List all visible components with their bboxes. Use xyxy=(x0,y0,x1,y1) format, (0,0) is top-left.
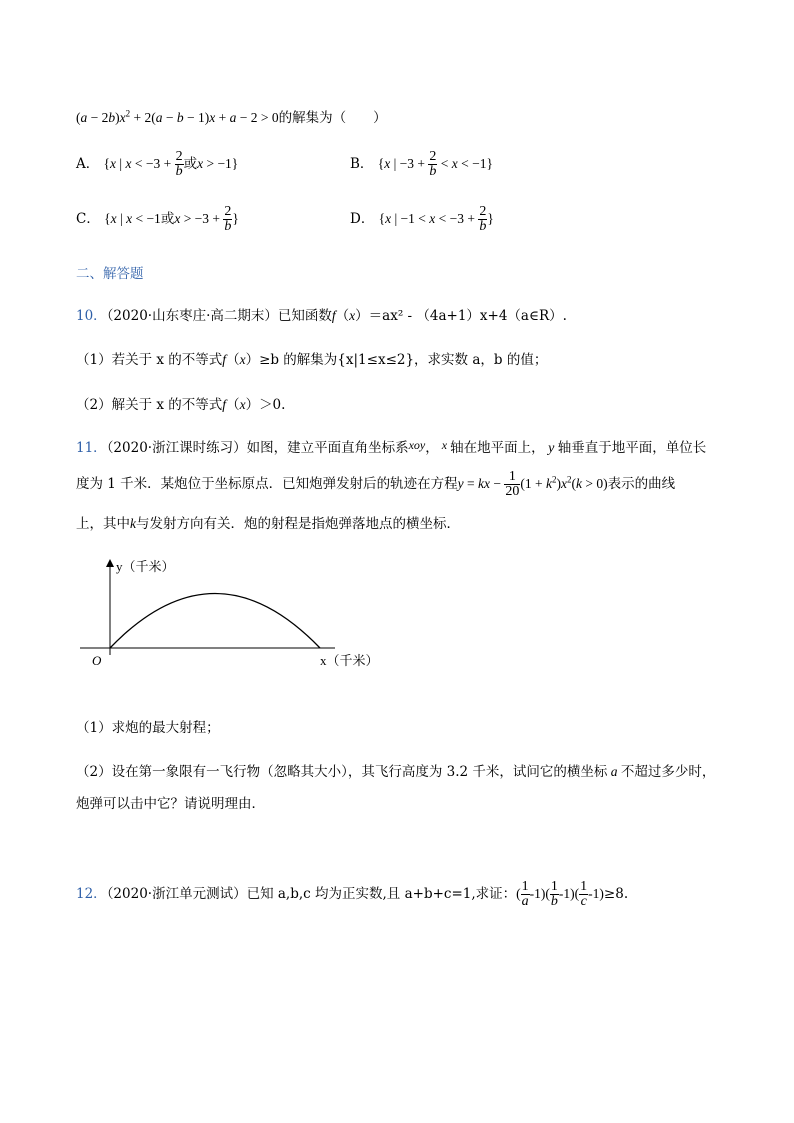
q11-line2: 度为 1 千米．某炮位于坐标原点．已知炮弹发射后的轨迹在方程y = kx − $\frac{1}{20}$ $(1 + k^2)x^2(k > 0)$表示的曲线 xyxy=(76,469,676,499)
q11-l1-c: 轴在地平面上， xyxy=(450,440,545,456)
q11-l1-a: 如图，建立平面直角坐标系 xyxy=(246,440,409,456)
q10-text2: ＝ax² - （4a+1）x+4（a∈R）. xyxy=(368,308,567,324)
y-axis-label: y（千米） xyxy=(116,559,175,574)
q12-text: 已知 a,b,c 均为正实数,且 a+b+c=1,求证： xyxy=(246,886,517,902)
trajectory-figure xyxy=(80,555,400,675)
q9-option-c[interactable]: C． {x | x < −1或x > −3 + $\frac{2}{b}$ } xyxy=(76,204,239,234)
q12-stem: 12．（2020·浙江单元测试）已知 a,b,c 均为正实数,且 a+b+c=1,求证：( $\frac{1}{a}$ -1)( $\frac{1}{b}$ -1)( $\frac{1}{c}$ -1)≥8. xyxy=(76,879,629,909)
q9-option-a[interactable]: A． {x | x < −3 + $\frac{2}{b}$ 或x > −1} xyxy=(76,149,239,179)
q11-line3: 上，其中k与发射方向有关．炮的射程是指炮弹落地点的横坐标． xyxy=(76,516,460,532)
q10-p2-b: ＞0. xyxy=(259,397,286,413)
q12-number: 12． xyxy=(76,886,107,902)
option-c-label: C． xyxy=(76,211,100,227)
q10-text1: 已知函数 xyxy=(277,308,332,324)
q11-part2-line2: 炮弹可以击中它？请说明理由． xyxy=(76,796,265,812)
option-a-label: A． xyxy=(76,156,100,172)
q11-p2-a: （2）设在第一象限有一飞行物（忽略其大小），其飞行高度为 3.2 千米，试问它的横坐标 xyxy=(76,764,608,780)
q11-l1-b: ， xyxy=(425,440,439,456)
q11-l3-a: 上，其中 xyxy=(76,516,130,532)
option-c-or: 或 xyxy=(160,211,175,227)
x-axis-label: x（千米） xyxy=(320,653,379,668)
origin-label: O xyxy=(92,653,102,668)
option-a-or: 或 xyxy=(183,156,198,172)
q11-l2-a: 度为 1 千米．某炮位于坐标原点．已知炮弹发射后的轨迹在方程 xyxy=(76,476,458,492)
q11-part2-line1: （2）设在第一象限有一飞行物（忽略其大小），其飞行高度为 3.2 千米，试问它的横坐标 a 不超过多少时， xyxy=(76,764,716,780)
q10-part2: （2）解关于 x 的不等式f（x）＞0. xyxy=(76,397,286,413)
section-heading: 二、解答题 xyxy=(76,266,144,282)
q9-inequality-line: $(a - 2b)x^2 + 2(a - b - 1)x + a - 2 > 0$的解集为（ ） xyxy=(76,108,387,126)
option-d-label: D． xyxy=(350,211,375,227)
q12-source: （2020·浙江单元测试） xyxy=(106,886,247,902)
q10-stem: 10．（2020·山东枣庄·高二期末）已知函数f（x）＝ax² - （4a+1）x+4（a∈R）. xyxy=(76,308,567,324)
q11-l1-d: 轴垂直于地平面，单位长 xyxy=(557,440,707,456)
trajectory-curve xyxy=(110,594,320,649)
q12-tail: ≥8. xyxy=(603,886,629,902)
q11-l3-b: 与发射方向有关．炮的射程是指炮弹落地点的横坐标． xyxy=(136,516,460,532)
q10-part1: （1）若关于 x 的不等式f（x）≥b 的解集为{x|1≤x≤2}，求实数 a，b 的值； xyxy=(76,352,548,368)
q11-p2-b: 不超过多少时， xyxy=(620,764,716,780)
q10-number: 10． xyxy=(76,308,107,324)
q10-p2-a: （2）解关于 x 的不等式 xyxy=(76,397,223,413)
q11-number: 11． xyxy=(76,440,107,456)
q11-part1: （1）求炮的最大射程； xyxy=(76,720,220,736)
q10-p1-a: （1）若关于 x 的不等式 xyxy=(76,352,223,368)
q10-p1-b: ≥b 的解集为{x|1≤x≤2}，求实数 a，b 的值； xyxy=(259,352,548,368)
q11-l2-b: 表示的曲线 xyxy=(607,476,676,492)
q9-option-d[interactable]: D． {x | −1 < x < −3 + $\frac{2}{b}$ } xyxy=(350,204,494,234)
q10-source: （2020·山东枣庄·高二期末） xyxy=(106,308,278,324)
q11-line1: 11．（2020·浙江课时练习）如图，建立平面直角坐标系xoy， x 轴在地平面上， y 轴垂直于地平面，单位长 xyxy=(76,438,707,456)
q9-tail-text: 的解集为（ ） xyxy=(278,110,387,126)
q9-option-b[interactable]: B． {x | −3 + $\frac{2}{b}$ < x < −1} xyxy=(350,149,493,179)
option-b-label: B． xyxy=(350,156,374,172)
q11-source: （2020·浙江课时练习） xyxy=(106,440,247,456)
